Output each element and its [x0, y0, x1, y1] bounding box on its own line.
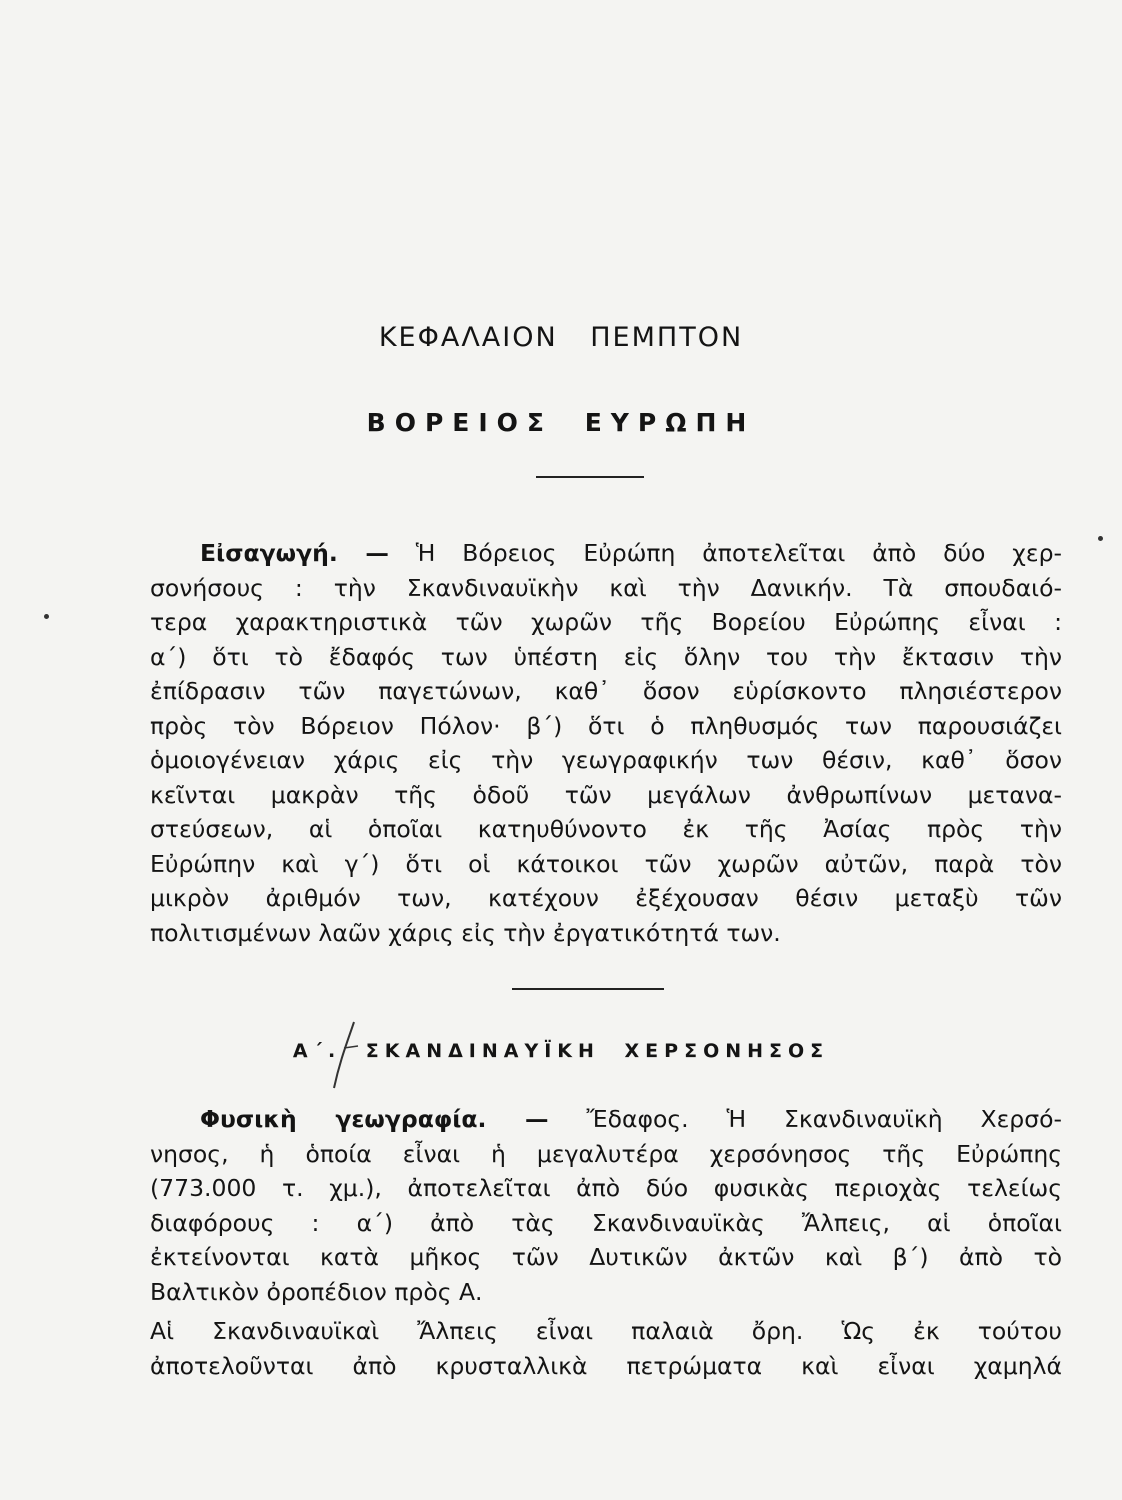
paragraph-line: Βαλτικὸν ὀροπέδιον πρὸς Α.	[150, 1277, 483, 1306]
margin-speck	[44, 614, 49, 619]
chapter-title: ΒΟΡΕΙΟΣ ΕΥΡΩΠΗ	[366, 408, 756, 437]
section-heading: Α΄. ΣΚΑΝΔΙΝΑΥΪΚΗ ΧΕΡΣΟΝΗΣΟΣ	[292, 1040, 830, 1062]
margin-speck	[1098, 536, 1103, 541]
paragraph-line: πολιτισμένων λαῶν χάρις εἰς τὴν ἐργατικότητά των.	[150, 918, 781, 947]
divider-rule	[536, 476, 644, 478]
paragraph-line: α΄) ὅτι τὸ ἔδαφός των ὑπέστη εἰς ὅλην του τὴν ἔκτασιν τὴν	[150, 642, 1062, 671]
pen-stroke-mark	[330, 1020, 360, 1090]
chapter-label: ΚΕΦΑΛΑΙΟΝ ΠΕΜΠΤΟΝ	[378, 322, 744, 353]
physical-geography-paragraph	[150, 1102, 1062, 1309]
intro-lead: Εἰσαγωγή. —	[200, 539, 389, 567]
paragraph-line: Εἰσαγωγή. — Ἡ Βόρειος Εὐρώπη ἀποτελεῖται ἀπὸ δύο χερ-	[200, 539, 1062, 567]
paragraph-line: μικρὸν ἀριθμόν των, κατέχουν ἐξέχουσαν θέσιν μεταξὺ τῶν	[150, 884, 1062, 912]
paragraph-line: κεῖνται μακρὰν τῆς ὁδοῦ τῶν μεγάλων ἀνθρωπίνων μετανα-	[150, 780, 1062, 809]
paragraph-line: ἀποτελοῦνται ἀπὸ κρυσταλλικὰ πετρώματα καὶ εἶναι χαμηλά	[150, 1351, 1062, 1380]
paragraph-line: ἐκτείνονται κατὰ μῆκος τῶν Δυτικῶν ἀκτῶν καὶ β΄) ἀπὸ τὸ	[150, 1243, 1062, 1271]
paragraph-line: Φυσικὴ γεωγραφία. — Ἔδαφος. Ἡ Σκανδιναυϊκὴ Χερσό-	[200, 1105, 1062, 1133]
paragraph-line: σονήσους : τὴν Σκανδιναυϊκὴν καὶ τὴν Δανικήν. Τὰ σπουδαιό-	[150, 573, 1062, 602]
intro-paragraph	[150, 536, 1062, 950]
paragraph-line: νησος, ἡ ὁποία εἶναι ἡ μεγαλυτέρα χερσόνησος τῆς Εὐρώπης	[150, 1139, 1062, 1168]
physical-lead: Φυσικὴ γεωγραφία. —	[200, 1105, 549, 1133]
paragraph-line: Εὐρώπην καὶ γ΄) ὅτι οἱ κάτοικοι τῶν χωρῶν αὐτῶν, παρὰ τὸν	[150, 849, 1062, 878]
paragraph-line: πρὸς τὸν Βόρειον Πόλον· β΄) ὅτι ὁ πληθυσμός των παρουσιάζει	[150, 711, 1062, 740]
paragraph-line: Αἱ Σκανδιναυϊκαὶ Ἄλπεις εἶναι παλαιὰ ὄρη. Ὡς ἐκ τούτου	[150, 1317, 1062, 1345]
paragraph-line: τερα χαρακτηριστικὰ τῶν χωρῶν τῆς Βορείου Εὐρώπης εἶναι :	[150, 608, 1062, 636]
paragraph-line: στεύσεων, αἱ ὁποῖαι κατηυθύνοντο ἐκ τῆς Ἀσίας πρὸς τὴν	[150, 815, 1062, 843]
paragraph-line: διαφόρους : α΄) ἀπὸ τὰς Σκανδιναυϊκὰς Ἄλπεις, αἱ ὁποῖαι	[150, 1208, 1062, 1237]
paragraph-line: ἐπίδρασιν τῶν παγετώνων, καθ᾽ ὅσον εὑρίσκοντο πλησιέστερον	[150, 677, 1062, 705]
divider-rule	[512, 988, 664, 990]
paragraph-line: ὁμοιογένειαν χάρις εἰς τὴν γεωγραφικήν των θέσιν, καθ᾽ ὅσον	[150, 746, 1062, 774]
alps-paragraph	[150, 1314, 1062, 1383]
paragraph-line: (773.000 τ. χμ.), ἀποτελεῖται ἀπὸ δύο φυσικὰς περιοχὰς τελείως	[150, 1174, 1062, 1202]
